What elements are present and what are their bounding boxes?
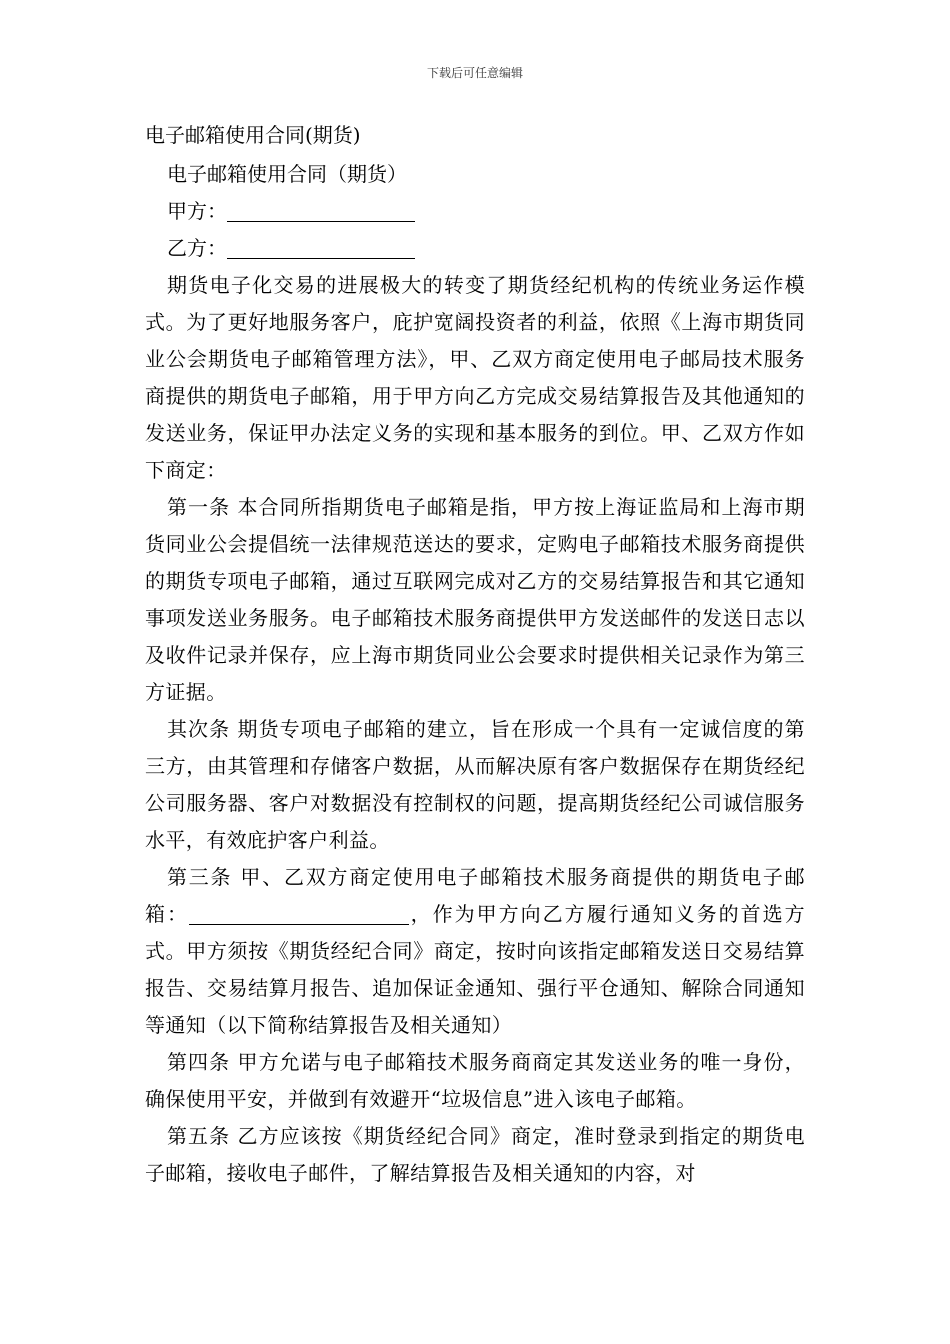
document-title: 电子邮箱使用合同(期货) [145,123,361,147]
party-b-line [145,230,805,267]
party-a-blank [227,201,415,222]
article-1: 第一条 本合同所指期货电子邮箱是指，甲方按上海证监局和上海市期货同业公会提倡统一法律规范送达的要求，定购电子邮箱技术服务商提供的期货专项电子邮箱，通过互联网完成对乙方的交易结算报告和其它通知事项发送业务服务。电子邮箱技术服务商提供甲方发送邮件的发送日志以及收件记录并保存，应上海市期货同业公会要求时提供相关记录作为第三方证据。 [145,495,805,704]
article-3-start: 第三条 甲、乙双方商定使用电子邮箱技术服务商提供的期货电子邮箱： [145,865,805,926]
header-note: 下载后可任意编辑 [426,66,523,80]
article-3 [145,859,805,1044]
intro-paragraph: 期货电子化交易的进展极大的转变了期货经纪机构的传统业务运作模式。为了更好地服务客户，庇护宽阔投资者的利益，依照《上海市期货同业公会期货电子邮箱管理方法》，甲、乙双方商定使用电子邮局技术服务商提供的期货电子邮箱，用于甲方向乙方完成交易结算报告及其他通知的发送业务，保证甲办法定义务的实现和基本服务的到位。甲、乙双方作如下商定： [145,273,805,482]
article-3-end: ，作为甲方向乙方履行通知义务的首选方式。甲方须按《期货经纪合同》商定，按时向该指定邮箱发送日交易结算报告、交易结算月报告、追加保证金通知、强行平仓通知、解除合同通知等通知（以下简称结算报告及相关通知） [145,902,805,1037]
article-4: 第四条 甲方允诺与电子邮箱技术服务商商定其发送业务的唯一身份，确保使用平安，并做到有效避开“垃圾信息”进入该电子邮箱。 [145,1050,805,1111]
email-blank [189,904,409,925]
article-5: 第五条 乙方应该按《期货经纪合同》商定，准时登录到指定的期货电子邮箱，接收电子邮件，了解结算报告及相关通知的内容，对 [145,1124,805,1185]
document-subtitle: 电子邮箱使用合同（期货） [167,162,407,186]
document-body [145,114,805,1192]
article-2: 其次条 期货专项电子邮箱的建立，旨在形成一个具有一定诚信度的第三方，由其管理和存储客户数据，从而解决原有客户数据保存在期货经纪公司服务器、客户对数据没有控制权的问题，提高期货经纪公司诚信服务水平，有效庇护客户利益。 [145,717,805,852]
party-b-blank [227,238,415,259]
party-b-label: 乙方： [167,236,227,260]
party-a-label: 甲方： [167,199,227,223]
party-a-line [145,193,805,230]
